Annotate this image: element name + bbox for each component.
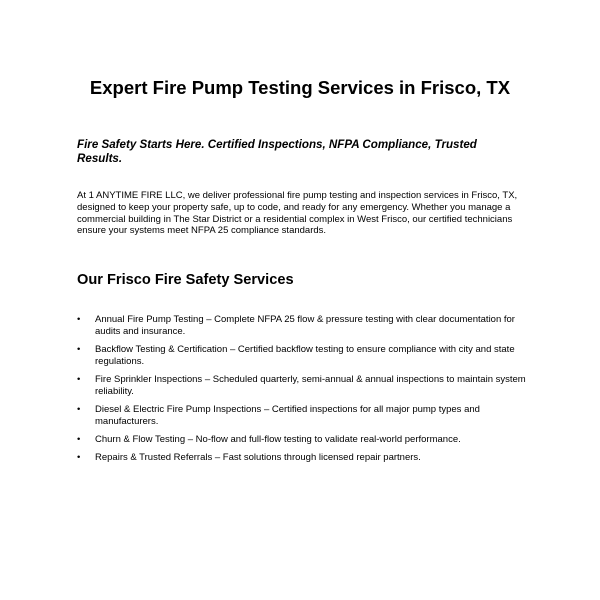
services-heading: Our Frisco Fire Safety Services [77,272,294,288]
page-title: Expert Fire Pump Testing Services in Frisco, TX [89,77,511,98]
service-item-repairs-referrals [77,452,527,464]
service-item-churn-flow-testing [77,434,527,446]
service-item-text: Repairs & Trusted Referrals – Fast solutions through licensed repair partners. [95,452,421,464]
service-item-annual-pump-testing [77,314,527,338]
tagline: Fire Safety Starts Here. Certified Inspections, NFPA Compliance, Trusted Results. [77,138,477,165]
service-item-pump-inspections [77,404,527,428]
service-item-text: Fire Sprinkler Inspections – Scheduled quarterly, semi-annual & annual inspections to maintain system reliability. [95,373,526,397]
service-item-backflow-testing [77,344,527,368]
bullet-icon: • [77,403,81,415]
bullet-icon: • [77,314,81,325]
bullet-icon: • [77,433,81,445]
bullet-icon: • [77,452,81,464]
service-item-text: Churn & Flow Testing – No-flow and full-flow testing to validate real-world performance. [95,433,461,445]
bullet-icon: • [77,373,81,385]
intro-paragraph: At 1 ANYTIME FIRE LLC, we deliver professional fire pump testing and inspection services in Frisco, TX, designed to keep your property safe, up to code, and ready for any emergency. Whether you manage a commercial building in The Star District or a residential complex in West Frisco, our certified technicians ensure your systems meet NFPA 25 compliance standards. [77,190,518,237]
services-list [77,314,527,470]
bullet-icon: • [77,343,81,355]
service-item-text: Backflow Testing & Certification – Certified backflow testing to ensure compliance with city and state regulations. [95,343,515,367]
service-item-text: Annual Fire Pump Testing – Complete NFPA 25 flow & pressure testing with clear documentation for audits and insurance. [95,314,515,337]
service-item-text: Diesel & Electric Fire Pump Inspections – Certified inspections for all major pump types and manufacturers. [95,403,480,427]
service-item-sprinkler-inspections [77,374,527,398]
